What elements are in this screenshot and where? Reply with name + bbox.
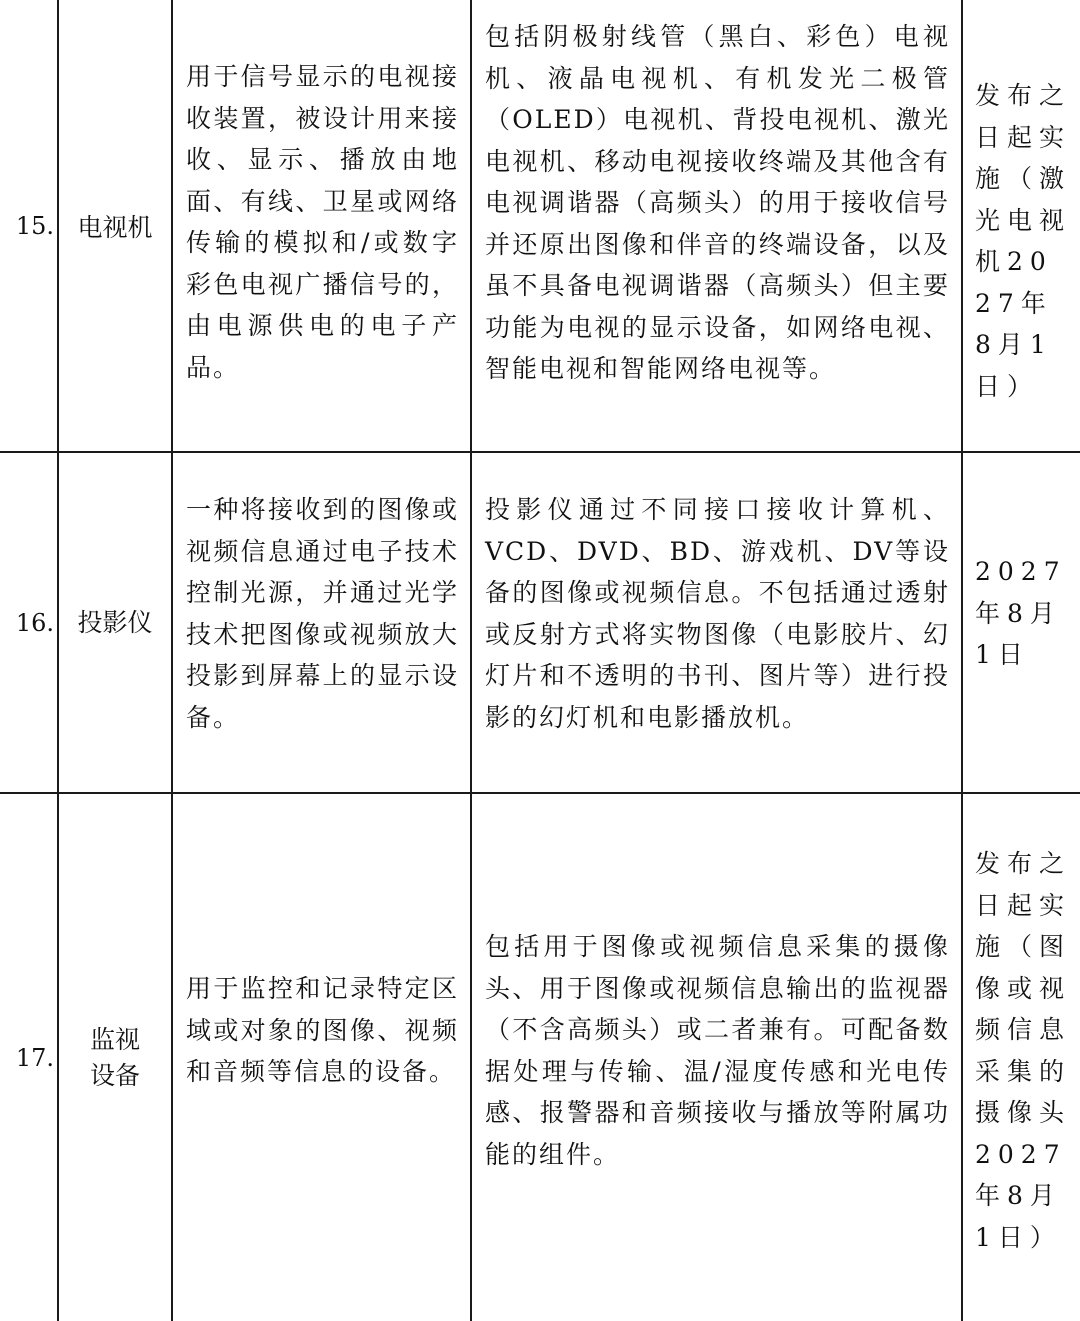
- row-number-text: 16.: [15, 608, 54, 637]
- row-number-text: 15.: [15, 211, 54, 240]
- product-description: 包括阴极射线管（黑白、彩色）电视机、液晶电视机、有机发光二极管（OLED）电视机、背投电视机、激光电视机、移动电视接收终端及其他含有电视调谐器（高频头）的用于接收信号并还原出图像和伴音的终端设备，以及虽不具备电视调谐器（高频头）但主要功能为电视的显示设备，如网络电视、智能电视和智能网络电视等。: [485, 22, 950, 383]
- row-number: [0, 453, 54, 792]
- row-number: [0, 794, 54, 1321]
- product-name-line: 监视: [89, 1024, 140, 1054]
- column-divider: [470, 0, 472, 1321]
- product-name-text: 电视机: [77, 212, 153, 242]
- product-definition: 用于监控和记录特定区域或对象的图像、视频和音频等信息的设备。: [186, 974, 459, 1086]
- row-number: [0, 0, 54, 451]
- product-description: 包括用于图像或视频信息采集的摄像头、用于图像或视频信息输出的监视器（不含高频头）或二者兼有。可配备数据处理与传输、温/湿度传感和光电传感、报警器和音频接收与播放等附属功能的组件。: [485, 932, 950, 1169]
- effective-date: 发布之日起实施（激光电视机2027年8月1日）: [975, 81, 1072, 401]
- product-description: 投影仪通过不同接口接收计算机、VCD、DVD、BD、游戏机、DV等设备的图像或视频信息。不包括通过透射或反射方式将实物图像（电影胶片、幻灯片和不透明的书刊、图片等）进行投影的幻灯机和电影播放机。: [485, 495, 950, 732]
- product-definition: 用于信号显示的电视接收装置，被设计用来接收、显示、播放由地面、有线、卫星或网络传输的模拟和/或数字彩色电视广播信号的，由电源供电的电子产品。: [186, 62, 459, 382]
- product-name-text: 投影仪: [77, 607, 153, 637]
- product-name: [59, 0, 171, 455]
- column-divider: [961, 0, 963, 1321]
- product-name-line: 设备: [89, 1060, 140, 1090]
- product-name-text: [59, 1022, 171, 1094]
- product-name: [59, 453, 171, 792]
- product-definition: 一种将接收到的图像或视频信息通过电子技术控制光源，并通过光学技术把图像或视频放大投影到屏幕上的显示设备。: [186, 495, 459, 732]
- effective-date: 发布之日起实施（图像或视频信息采集的摄像头2027年8月1日）: [975, 849, 1072, 1252]
- effective-date: 2027年8月1日: [975, 557, 1067, 669]
- column-divider: [171, 0, 173, 1321]
- row-number-text: 17.: [15, 1043, 54, 1072]
- product-name: [59, 794, 171, 1321]
